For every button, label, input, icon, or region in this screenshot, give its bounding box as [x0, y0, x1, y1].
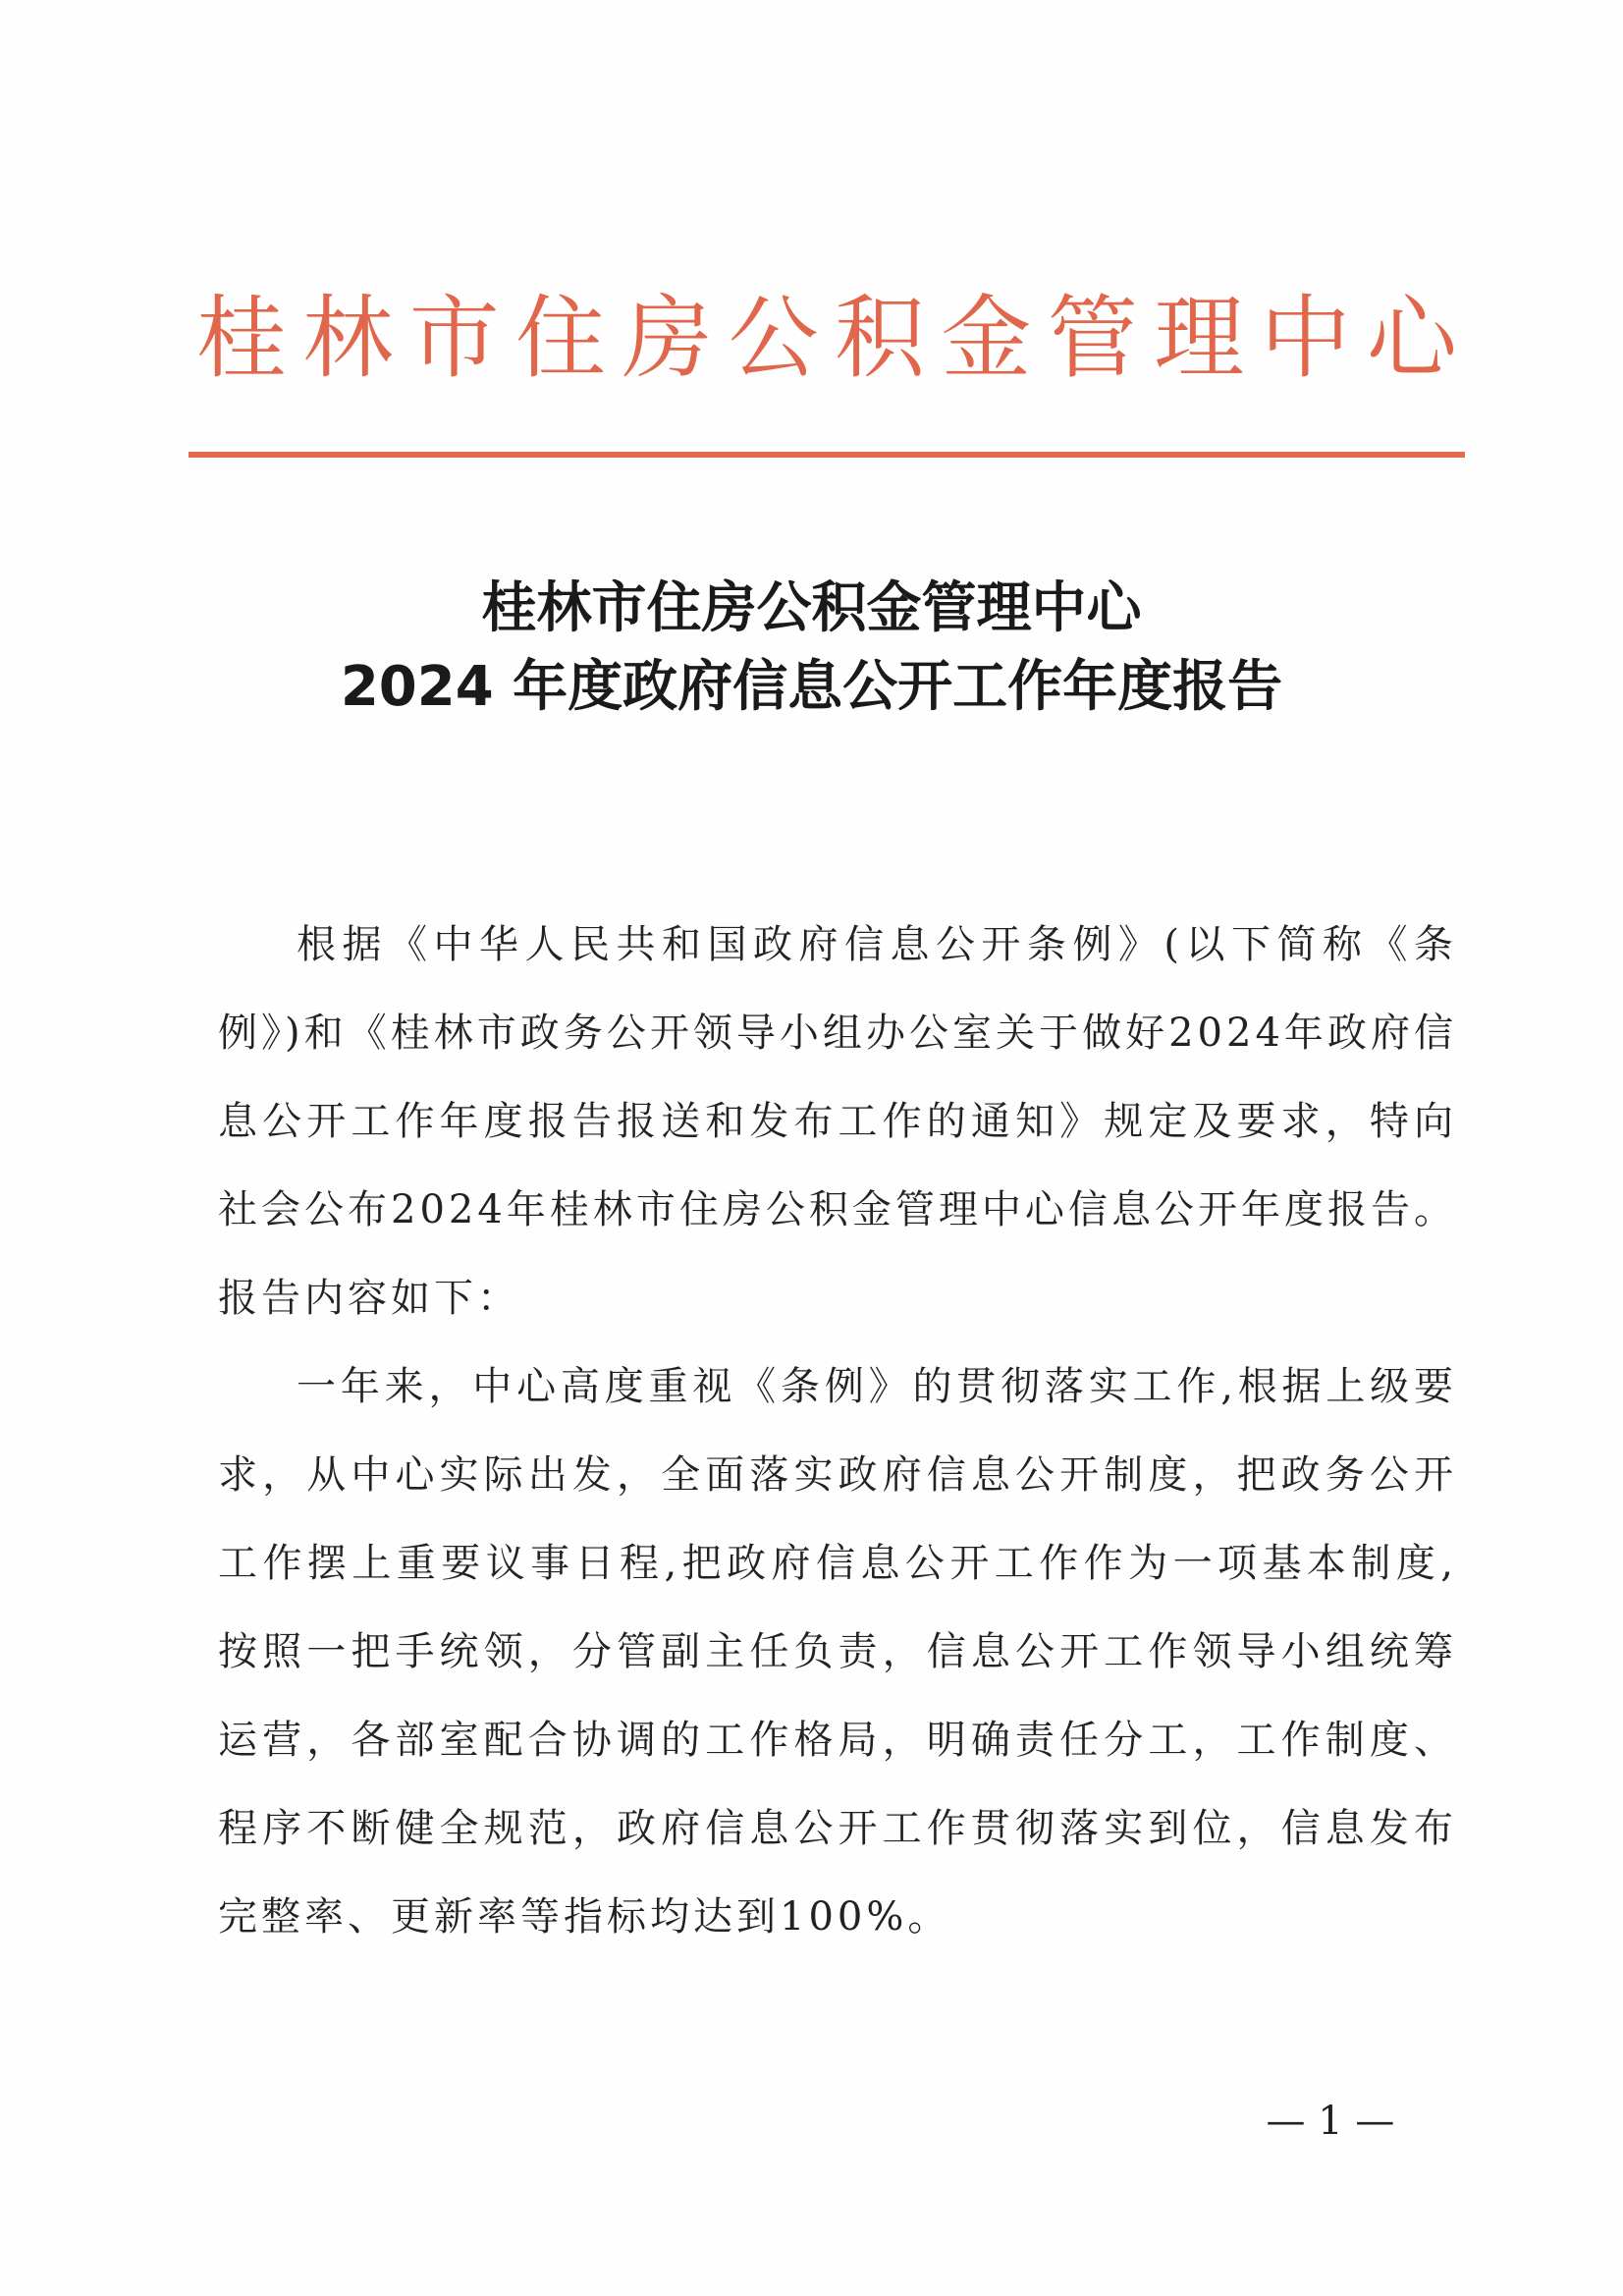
- letterhead-red-rule: [189, 452, 1465, 458]
- body-paragraph-1: 根据《中华人民共和国政府信息公开条例》(以下简称《条例》)和《桂林市政务公开领导小组办公室关于做好2024年政府信息公开工作年度报告报送和发布工作的通知》规定及要求，特向社会公布2024年桂林市住房公积金管理中心信息公开年度报告。报告内容如下：: [218, 922, 1457, 1321]
- body-paragraph-2: 一年来，中心高度重视《条例》的贯彻落实工作,根据上级要求，从中心实际出发，全面落实政府信息公开制度，把政务公开工作摆上重要议事日程,把政府信息公开工作作为一项基本制度,按照一把手统领，分管副主任负责，信息公开工作领导小组统筹运营，各部室配合协调的工作格局，明确责任分工，工作制度、程序不断健全规范，政府信息公开工作贯彻落实到位，信息发布完整率、更新率等指标均达到100%。: [218, 1364, 1457, 1940]
- document-title-line-2: 2024 年度政府信息公开工作年度报告: [340, 655, 1283, 719]
- document-title-line-1: 桂林市住房公积金管理中心: [481, 576, 1142, 640]
- page-number: — 1 —: [1266, 2099, 1395, 2144]
- letterhead-org-name: 桂林市住房公积金管理中心: [196, 286, 1463, 391]
